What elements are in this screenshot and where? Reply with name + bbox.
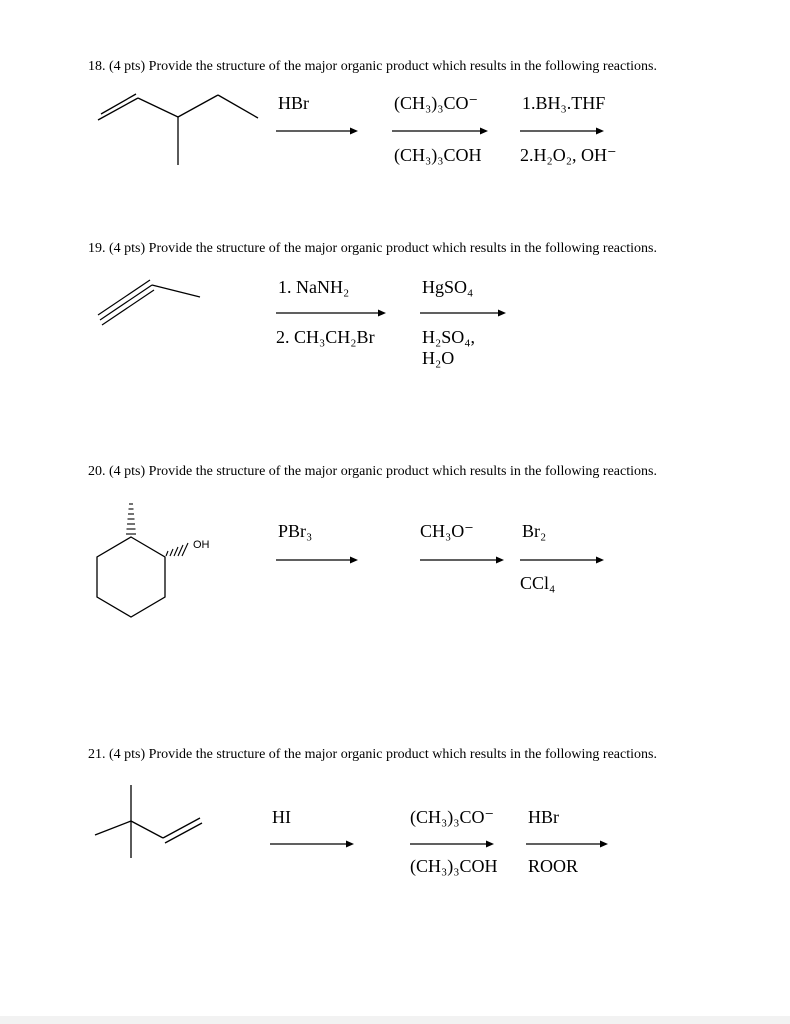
- q19-step1-reagent: 1. NaNH₂: [278, 277, 350, 297]
- q20-step3-solvent: CCl₄: [520, 573, 556, 593]
- q21-step3-initiator: ROOR: [528, 856, 579, 876]
- q21-step2-reagent: (CH₃)₃CO⁻: [410, 807, 495, 827]
- q18-step3-reagent-2: 2.H₂O₂, OH⁻: [520, 145, 617, 165]
- q18-step2-solvent: (CH₃)₃COH: [394, 145, 482, 165]
- q18-step3-reagent: 1.BH₃.THF: [522, 93, 606, 113]
- q19-step3-water: H₂O: [422, 348, 455, 368]
- question-21-prompt: 21. (4 pts) Provide the structure of the major organic product which results in the following reactions.: [88, 747, 657, 762]
- q21-step1-reagent: HI: [272, 807, 291, 827]
- molecule-20-oh-label: OH: [193, 539, 210, 551]
- q20-step1-reagent: PBr₃: [278, 521, 313, 541]
- q20-step3-reagent: Br₂: [522, 521, 547, 541]
- q19-step3-reagent: HgSO₄: [422, 277, 474, 297]
- question-18-prompt: 18. (4 pts) Provide the structure of the major organic product which results in the following reactions.: [88, 59, 657, 74]
- q19-step2-reagent: 2. CH₃CH₂Br: [276, 327, 375, 347]
- question-19-prompt: 19. (4 pts) Provide the structure of the major organic product which results in the following reactions.: [88, 241, 657, 256]
- q21-step2-solvent: (CH₃)₃COH: [410, 856, 498, 876]
- q20-step2-reagent: CH₃O⁻: [420, 521, 474, 541]
- q18-step1-reagent: HBr: [278, 93, 309, 113]
- page-bottom-edge: [0, 1016, 790, 1024]
- q21-step3-reagent: HBr: [528, 807, 559, 827]
- q18-step2-reagent: (CH₃)₃CO⁻: [394, 93, 479, 113]
- question-20-prompt: 20. (4 pts) Provide the structure of the major organic product which results in the following reactions.: [88, 464, 657, 479]
- q19-step3-acid: H₂SO₄,: [422, 327, 476, 347]
